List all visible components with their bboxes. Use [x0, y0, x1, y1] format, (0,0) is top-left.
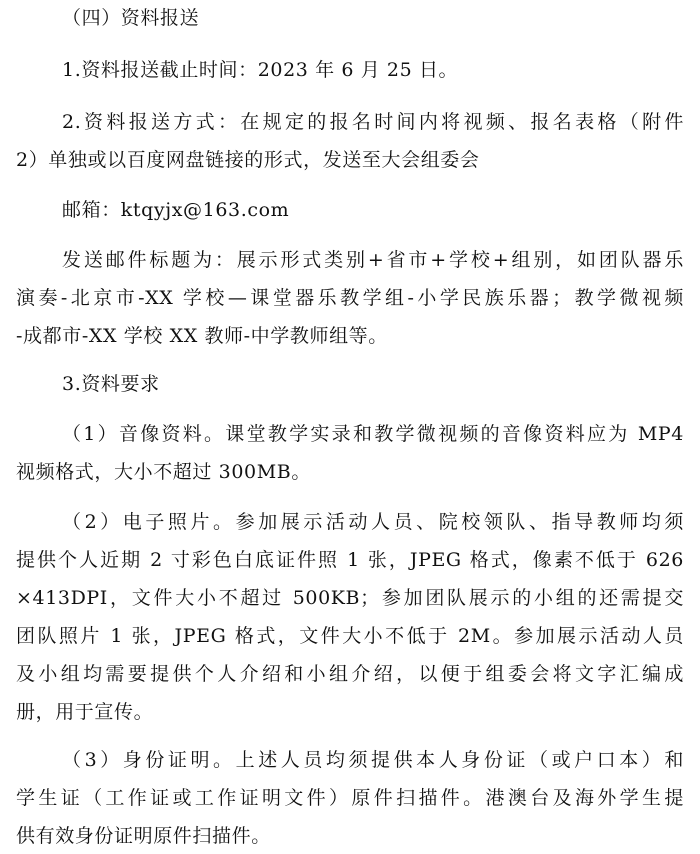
- method-paragraph-line: 2.资料报送方式：在规定的报名时间内将视频、报名表格（附件: [62, 111, 684, 133]
- av-paragraph-line: （1）音像资料。课堂教学实录和教学微视频的音像资料应为 MP4: [62, 423, 684, 445]
- subject-paragraph-line: -成都市-XX 学校 XX 教师-中学教师组等。: [16, 325, 388, 347]
- deadline-paragraph: 1.资料报送截止时间：2023 年 6 月 25 日。: [62, 59, 459, 81]
- photo-paragraph-line: 册，用于宣传。: [16, 701, 154, 723]
- id-paragraph-line: 供有效身份证明原件扫描件。: [16, 825, 271, 847]
- photo-paragraph-line: 提供个人近期 2 寸彩色白底证件照 1 张，JPEG 格式，像素不低于 626: [16, 549, 684, 571]
- requirements-heading: 3.资料要求: [62, 373, 160, 395]
- id-paragraph-line: 学生证（工作证或工作证明文件）原件扫描件。港澳台及海外学生提: [16, 787, 684, 809]
- photo-paragraph-line: 团队照片 1 张，JPEG 格式，文件大小不低于 2M。参加展示活动人员: [16, 625, 684, 647]
- id-paragraph-line: （3）身份证明。上述人员均须提供本人身份证（或户口本）和: [62, 749, 684, 771]
- photo-paragraph-line: ×413DPI，文件大小不超过 500KB；参加团队展示的小组的还需提交: [16, 587, 684, 609]
- subject-paragraph-line: 演奏-北京市-XX 学校—课堂器乐教学组-小学民族乐器；教学微视频: [16, 287, 684, 309]
- email-line: 邮箱：ktqyjx@163.com: [62, 199, 290, 221]
- photo-paragraph-line: （2）电子照片。参加展示活动人员、院校领队、指导教师均须: [62, 511, 684, 533]
- method-paragraph-line: 2）单独或以百度网盘链接的形式，发送至大会组委会: [16, 149, 480, 171]
- av-paragraph-line: 视频格式，大小不超过 300MB。: [16, 461, 311, 483]
- photo-paragraph-line: 及小组均需要提供个人介绍和小组介绍，以便于组委会将文字汇编成: [16, 663, 684, 685]
- subject-paragraph-line: 发送邮件标题为：展示形式类别+省市+学校+组别，如团队器乐: [62, 249, 684, 271]
- section-heading: （四）资料报送: [62, 7, 200, 29]
